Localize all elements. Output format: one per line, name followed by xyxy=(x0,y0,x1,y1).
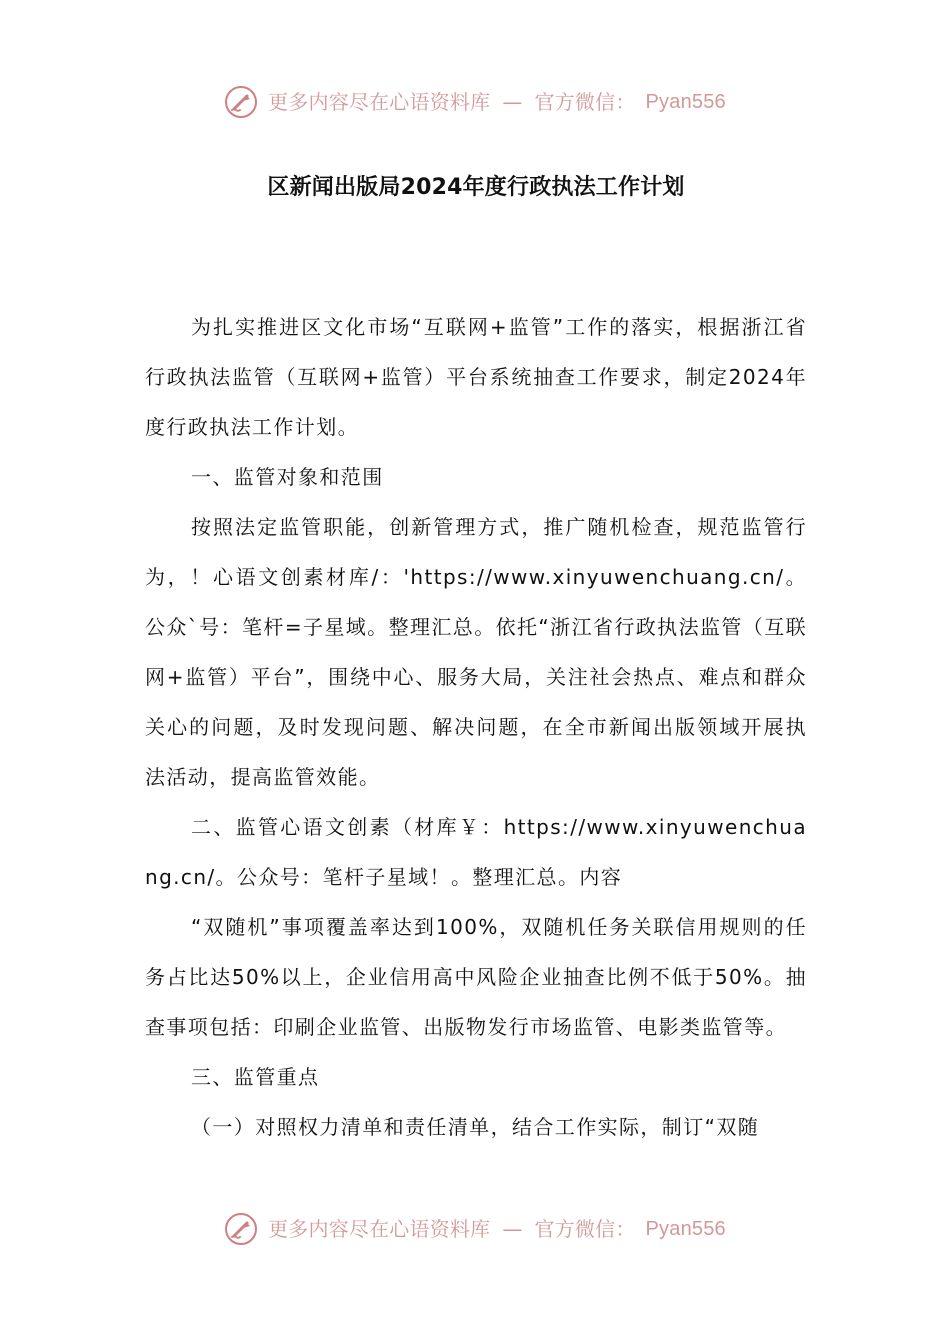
paragraph-3: “双随机”事项覆盖率达到100%，双随机任务关联信用规则的任务占比达50%以上，企业信用高中风险企业抽查比例不低于50%。抽查事项包括：印刷企业监管、出版物发行市场监管、电影类监管等。 xyxy=(145,915,807,1039)
watermark-contact-id: Pyan556 xyxy=(645,91,726,113)
section-heading-3: 三、监管重点 xyxy=(191,1065,320,1089)
watermark-brand: 更多内容尽在心语资料库 xyxy=(268,90,491,114)
document xyxy=(145,170,807,1152)
pen-nib-icon xyxy=(224,85,258,119)
watermark-header xyxy=(0,85,950,119)
section-heading-2: 二、监管心语文创素（材库￥：https://www.xinyuwenchuang.cn/。公众号：笔杆子星域！。整理汇总。内容 xyxy=(145,815,807,889)
watermark-separator: — xyxy=(502,1217,523,1241)
paragraph-1: 为扎实推进区文化市场“互联网+监管”工作的落实，根据浙江省行政执法监管（互联网+监管）平台系统抽查工作要求，制定2024年度行政执法工作计划。 xyxy=(145,315,807,439)
paragraph-4: （一）对照权力清单和责任清单，结合工作实际，制订“双随 xyxy=(191,1115,760,1139)
watermark-contact-label: 官方微信： xyxy=(534,90,636,114)
pen-nib-icon xyxy=(224,1212,258,1246)
document-title: 区新闻出版局2024年度行政执法工作计划 xyxy=(267,175,685,200)
watermark-contact-id: Pyan556 xyxy=(645,1218,726,1240)
section-heading-1: 一、监管对象和范围 xyxy=(191,465,384,489)
watermark-contact-label: 官方微信： xyxy=(534,1217,636,1241)
document-body xyxy=(145,302,807,1152)
paragraph-2: 按照法定监管职能，创新管理方式，推广随机检查，规范监管行为，！心语文创素材库/：'https://www.xinyuwenchuang.cn/。公众`号：笔杆=子星域。整理汇总。依托“浙江省行政执法监管（互联网+监管）平台”，围绕中心、服务大局，关注社会热点、难点和群众关心的问题，及时发现问题、解决问题，在全市新闻出版领域开展执法活动，提高监管效能。 xyxy=(145,515,807,789)
watermark-brand: 更多内容尽在心语资料库 xyxy=(268,1217,491,1241)
watermark-separator: — xyxy=(502,90,523,114)
watermark-footer xyxy=(0,1212,950,1246)
